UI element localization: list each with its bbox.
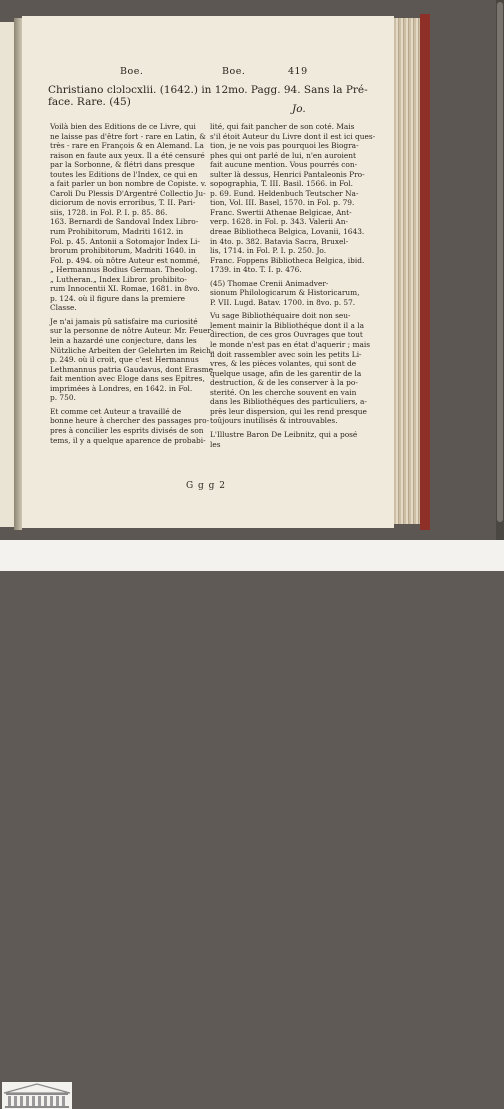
text-line: très - rare en François & en Alemand. La [50,141,204,151]
footer-bar [0,540,504,571]
text-line: fait mention avec Eloge dans ses Epitres, [50,374,205,384]
text-line: le monde n'est pas en état d'aquerir ; mais [210,340,371,350]
text-line: sulter là dessus, Henrici Pantaleonis Pro- [210,169,365,179]
text-line: sur la personne de nôtre Auteur. Mr. Feuer- [50,326,214,336]
running-head-center: Boe. [222,66,246,77]
text-line: verp. 1628. in Fol. p. 343. Valerii An- [210,217,348,227]
text-line: lement mainir la Bibliothéque dont il a la [210,320,364,330]
text-line: direction, de ces gros Ouvrages que tout [210,330,363,340]
library-building-logo-icon [2,1082,72,1109]
text-line: Fol. p. 45. Antonii a Sotomajor Index Li- [50,236,200,246]
text-line: a fait parler un bon nombre de Copiste. v. [50,179,207,189]
text-line: 163. Bernardi de Sandoval Index Libro- [50,217,199,227]
text-line: p. 750. [50,393,76,403]
text-line: Je n'ai jamais pû satisfaire ma curiosité [50,316,198,326]
text-line: Voilà bien des Editions de ce Livre, qui [50,122,196,131]
text-line: quelque usage, afin de les garentir de la [210,368,362,378]
text-line: lis, 1714. in Fol. P. I. p. 250. Jo. [210,246,327,256]
entry-title-line-3: Jo. [292,103,306,115]
text-line: ne laisse pas d'être fort - rare en Latin, & [50,131,206,141]
text-line: s'il étoit Auteur du Livre dont il est ici ques- [210,131,376,141]
text-line: in 4to. p. 382. Batavia Sacra, Bruxel- [210,236,349,246]
text-line: imprimées à Londres, en 1642. in Fol. [50,383,193,393]
text-line: phes qui ont parlé de lui, n'en auroient [210,150,357,160]
text-line: Vu sage Bibliothéquaire doit non seu- [210,311,351,321]
signature-mark: G g g 2 [186,481,227,491]
text-line: rum Innocentii XI. Romae, 1681. in 8vo. [50,284,200,294]
book-gutter [14,18,22,530]
text-line: raison en faute aux yeux. Il a été censuré [50,150,205,160]
text-line: vres, & les pièces volantes, qui sont de [210,359,357,369]
text-line: Et comme cet Auteur a travaillé de [50,406,182,416]
page-number: 419 [288,66,308,77]
text-line: dreae Bibliotheca Belgica, Lovanii, 1643. [210,227,365,237]
scrollbar-thumb[interactable] [497,2,503,522]
text-line: siis, 1728. in Fol. P. I. p. 85. 86. [50,207,168,217]
running-head-left: Boe. [120,66,144,77]
text-line: dans les Bibliothéques des particuliers, a- [210,397,367,407]
text-line: lité, qui fait pancher de son coté. Mais [210,122,355,131]
text-line: toûjours inutilisés & introuvables. [210,416,338,426]
text-line: par la Sorbonne, & flétri dans presque [50,160,195,170]
left-page-edge [0,22,15,527]
text-line: p. 69. Eund. Heldenbuch Teutscher Na- [210,188,359,198]
text-line: lein a hazardé une conjecture, dans les [50,336,197,346]
text-line: L'Illustre Baron De Leibnitz, qui a posé [210,429,358,439]
page-stack-edge [394,18,420,524]
text-line: p. 249. où il croit, que c'est Hermannus [50,355,199,365]
text-line: (45) Thomae Crenii Animadver- [210,278,329,288]
text-line: Franc. Foppens Bibliotheca Belgica, ibid. [210,255,365,265]
text-line: sterité. On les cherche souvent en vain [210,387,357,397]
text-line: Lethmannus patria Gaudavus, dont Erasme [50,364,214,374]
text-line: p. 124. où il figure dans la premiere [50,293,185,303]
text-line: tion, Vol. III. Basel, 1570. in Fol. p. 79. [210,198,355,208]
text-line: Caroli Du Plessis D'Argentré Collectio Ju- [50,188,206,198]
text-line: rum Prohibitorum, Madriti 1612. in [50,227,184,237]
text-line: Fol. p. 494. où nôtre Auteur est nommé, [50,255,200,265]
text-line: les [210,439,221,449]
text-line: 1739. in 4to. T. I. p. 476. [210,265,302,275]
text-line: destruction, & de les conserver à la po- [210,378,358,388]
document-viewer[interactable] [0,0,504,540]
text-line: brorum prohibitorum, Madriti 1640. in [50,246,196,256]
text-line: fait aucune mention. Vous pourrés con- [210,160,358,170]
right-text-column [210,122,375,449]
text-line: P. VII. Lugd. Batav. 1700. in 8vo. p. 57. [210,297,356,307]
text-line: tion, je ne vois pas pourquoi les Biogra- [210,141,359,151]
text-line: il doit rassembler avec soin les petits Li- [210,349,362,359]
text-line: „ Hermannus Bodius German. Theolog. [50,265,198,275]
text-line: toutes les Editions de l'Index, ce qui en [50,169,198,179]
text-line: près leur dispersion, qui les rend presque [210,406,367,416]
book-page [22,16,394,528]
text-line: bonne heure à chercher des passages pro- [50,416,210,426]
text-line: tems, il y a quelque aparence de probabi- [50,435,206,445]
left-text-column [50,122,213,445]
text-line: „ Lutheran.„ Index Libror. prohibito- [50,274,187,284]
entry-title-line-2: face. Rare. (45) [48,96,131,108]
text-line: sopographia, T. III. Basil. 1566. in Fol. [210,179,353,189]
text-line: Nützliche Arbeiten der Gelehrten im Reich, [50,345,214,355]
entry-title-line-1: Christiano clↄlↄcxlii. (1642.) in 12mo. Pagg. 94. Sans la Pré- [48,84,368,96]
text-line: Classe. [50,303,77,313]
text-line: Franc. Swertii Athenae Belgicae, Ant- [210,207,352,217]
book-cover-edge [420,14,430,530]
text-line: pres à concilier les esprits divisés de son [50,425,204,435]
text-line: sionum Philologicarum & Historicarum, [210,288,360,298]
text-line: diciorum de novis erroribus, T. II. Pari- [50,198,196,208]
